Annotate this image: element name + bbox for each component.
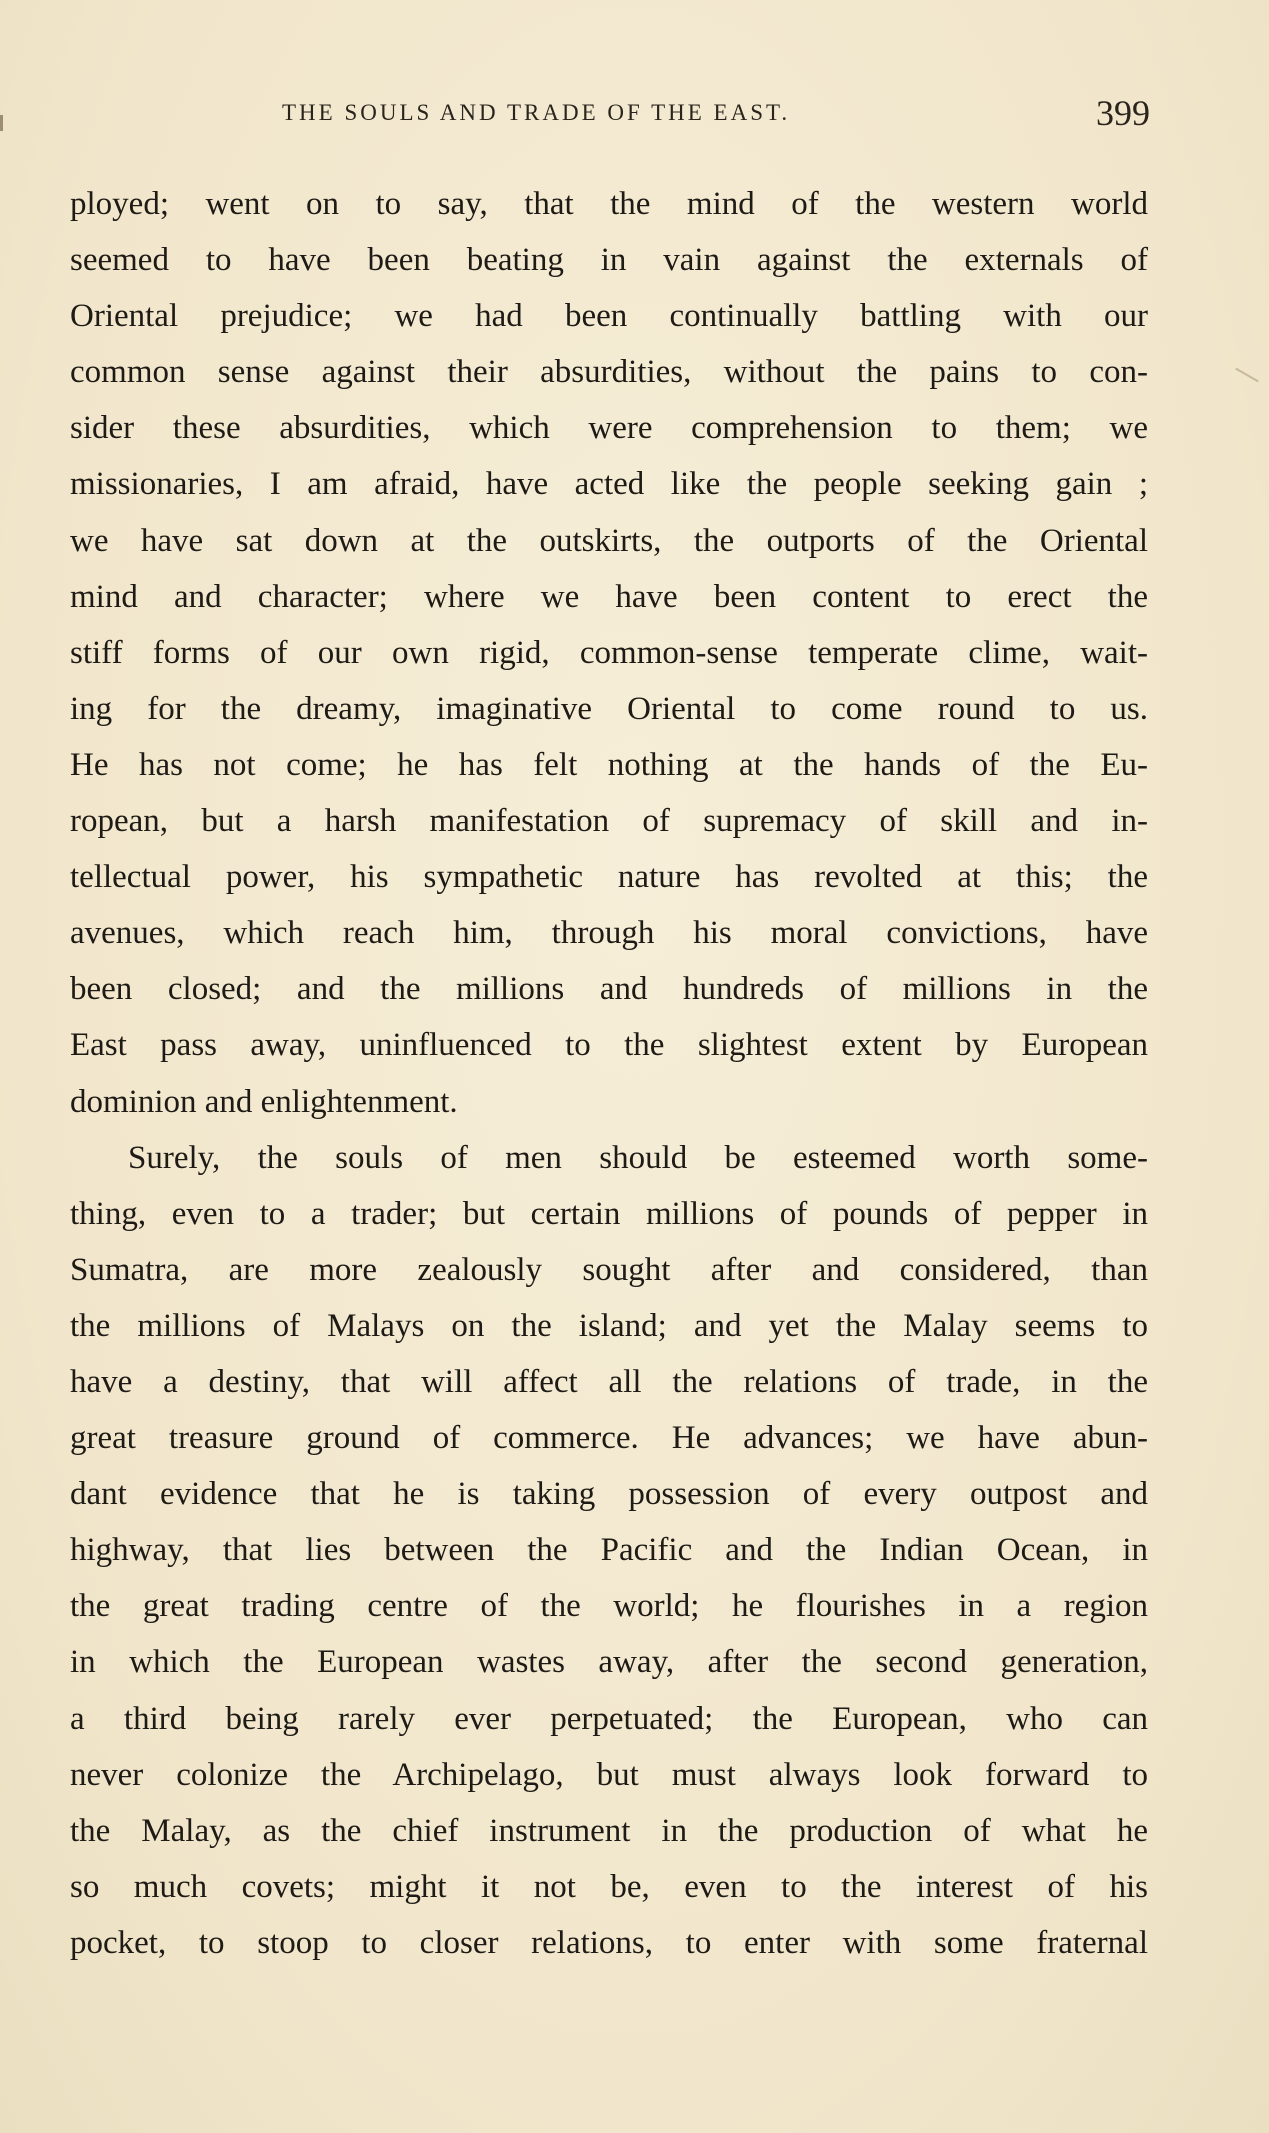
paragraph-start-line: Surely, the souls of men should be esteemed worth some-	[128, 1139, 1148, 1176]
text-line: so much covets; might it not be, even to the interest of his	[70, 1868, 1148, 1905]
body-text	[70, 176, 1148, 1971]
text-line: missionaries, I am afraid, have acted like the people seeking gain ;	[70, 466, 1148, 503]
text-line: great treasure ground of commerce. He advances; we have abun-	[70, 1420, 1148, 1457]
text-line: ropean, but a harsh manifestation of supremacy of skill and in-	[70, 803, 1148, 840]
text-line: ployed; went on to say, that the mind of the western world	[70, 186, 1148, 222]
page-edge-mark	[0, 115, 3, 131]
text-line: tellectual power, his sympathetic nature has revolted at this; the	[70, 859, 1148, 896]
text-line: the Malay, as the chief instrument in the production of what he	[70, 1812, 1148, 1849]
text-line: Sumatra, are more zealously sought after and considered, than	[70, 1251, 1148, 1288]
text-line: the great trading centre of the world; he flourishes in a region	[70, 1588, 1148, 1625]
page-number: 399	[1096, 93, 1150, 133]
text-line: been closed; and the millions and hundreds of millions in the	[70, 971, 1148, 1008]
text-line: stiff forms of our own rigid, common-sense temperate clime, wait-	[70, 634, 1148, 671]
text-line: common sense against their absurdities, without the pains to con-	[70, 354, 1148, 391]
text-line: pocket, to stoop to closer relations, to enter with some fraternal	[70, 1924, 1148, 1961]
text-line: dant evidence that he is taking possession of every outpost and	[70, 1476, 1148, 1513]
text-line: a third being rarely ever perpetuated; the European, who can	[70, 1700, 1148, 1737]
text-line: seemed to have been beating in vain against the externals of	[70, 242, 1148, 279]
text-line: have a destiny, that will affect all the relations of trade, in the	[70, 1363, 1148, 1400]
paragraph-end-line: dominion and enlightenment.	[70, 1083, 458, 1120]
text-line: avenues, which reach him, through his moral convictions, have	[70, 915, 1148, 952]
margin-mark	[1235, 368, 1259, 383]
text-line: East pass away, uninfluenced to the slightest extent by European	[70, 1027, 1148, 1064]
text-line: in which the European wastes away, after the second generation,	[70, 1644, 1148, 1681]
text-line: the millions of Malays on the island; and yet the Malay seems to	[70, 1307, 1148, 1344]
text-line: we have sat down at the outskirts, the outports of the Oriental	[70, 522, 1148, 559]
text-line: Oriental prejudice; we had been continually battling with our	[70, 298, 1148, 335]
running-title: THE SOULS AND TRADE OF THE EAST.	[282, 100, 791, 125]
text-line: never colonize the Archipelago, but must always look forward to	[70, 1756, 1148, 1793]
text-line: thing, even to a trader; but certain millions of pounds of pepper in	[70, 1195, 1148, 1232]
text-line: ing for the dreamy, imaginative Oriental to come round to us.	[70, 690, 1148, 727]
text-line: He has not come; he has felt nothing at the hands of the Eu-	[70, 746, 1148, 783]
text-line: sider these absurdities, which were comprehension to them; we	[70, 410, 1148, 447]
running-head	[282, 92, 1150, 132]
text-line: highway, that lies between the Pacific and the Indian Ocean, in	[70, 1532, 1148, 1569]
text-line: mind and character; where we have been content to erect the	[70, 578, 1148, 615]
